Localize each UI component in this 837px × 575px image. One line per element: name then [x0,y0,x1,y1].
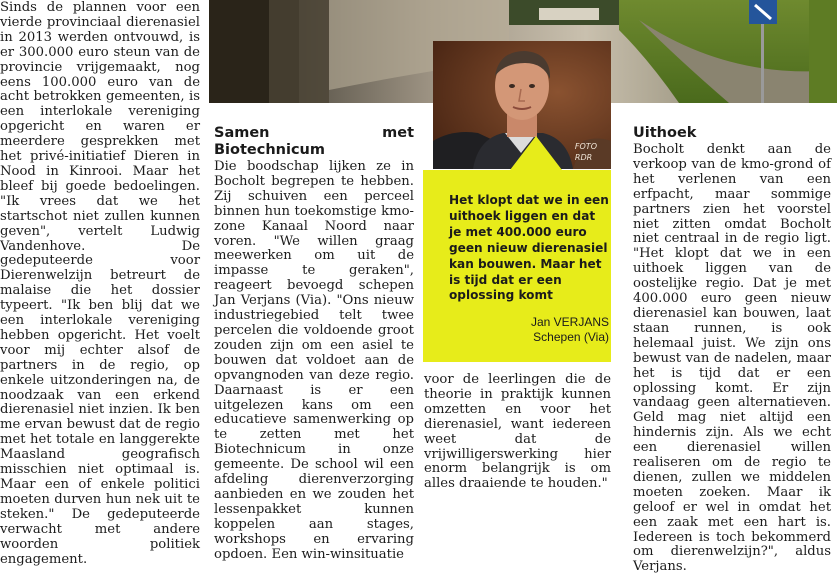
article-column-2-continued [424,373,611,492]
quote-author-name: Jan VERJANS [530,315,609,329]
article-column-2 [214,125,414,562]
quote-attribution [449,315,609,345]
quote-author-role: Schepen (Via) [533,330,609,344]
body-text: voor de leerlingen die de theorie in praktijk kunnen omzetten en voor het dierenasiel, want iedereen weet dat de vrijwilligerswerking hier enorm belangrijk is om alles draaiende te houden." [424,372,611,492]
photo-credit: FOTO RDR [574,142,597,162]
section-heading: Samen met Biotechnicum [214,125,414,158]
article-column-1 [0,1,200,567]
pull-quote: Het klopt dat we in een uithoek liggen en dat je met 400.000 euro geen nieuw dierenasiel kan bouwen. Maar het is tijd dat er een oplossing komt [449,193,609,303]
body-text: Sinds de plannen voor een vierde provinciaal dierenasiel in 2013 werden ontvouwd, is er 300.000 euro steun van de provincie vrijgemaakt, nog eens 100.000 euro van de acht betrokken gemeenten, is een interlokale vereniging opgericht en waren er meerdere gesprekken met het privé-initiatief Dieren in Nood in Kinrooi. Maar het bleef bij goede bedoelingen. "Ik vrees dat we het startschot niet zullen kunnen geven", vertelt Ludwig Vandenhove. De gedeputeerde voor Dierenwelzijn betreurt de malaise die het dossier typeert. "Ik ben blij dat we een interlokale vereniging hebben opgericht. Het voelt voor mij echter alsof de partners in de regio, op enkele uitzonderingen na, de noodzaak van een erkend dierenasiel niet inzien. Ik ben me ervan bewust dat de regio met het totale en langgerekte Maasland geografisch misschien niet optimaal is. Maar een of enkele politici moeten durven hun nek uit te steken." De gedeputeerde verwacht met andere woorden politiek engagement. [0,0,200,567]
article-column-3 [633,125,831,575]
body-text: Bocholt denkt aan de verkoop van de kmo-grond of het verlenen van een erfpacht, maar sommige partners zien het voorstel niet zitten omdat Bocholt niet centraal in de regio ligt. "Het klopt dat we in een uithoek liggen van de oostelijke regio. Dat je met 400.000 euro geen nieuw dierenasiel kan bouwen, laat staan runnen, is ook helemaal juist. We zijn ons bewust van de nadelen, maar het is tijd dat er een oplossing komt. Er zijn vandaag geen alternatieven. Geld mag niet altijd een hindernis zijn. Als we echt een dierenasiel willen realiseren om de regio te dienen, zullen we middelen moeten zoeken. Maar ik geloof er wel in omdat het een zaak met een hart is. Iedereen is toch bekommerd om dierenwelzijn?", aldus Verjans. [633,142,831,575]
quote-box-pointer [510,136,562,170]
section-heading: Uithoek [633,125,697,141]
body-text: Die boodschap lijken ze in Bocholt begrepen te hebben. Zij schuiven een perceel binnen hun toekomstige kmo-zone Kanaal Noord naar voren. "We willen graag meewerken om uit de impasse te geraken", reageert bevoegd schepen Jan Verjans (Via). "Ons nieuw industriegebied telt twee percelen die voldoende groot zouden zijn om een asiel te bouwen dat voldoet aan de opvangnoden van deze regio. Daarnaast is er een uitgelezen kans om een educatieve samenwerking op te zetten met het Biotechnicum in onze gemeente. De school wil een afdeling dierenverzorging aanbieden en we zouden het lessenpakket kunnen koppelen aan stages, workshops en ervaring opdoen. Een win-winsituatie [214,159,414,562]
